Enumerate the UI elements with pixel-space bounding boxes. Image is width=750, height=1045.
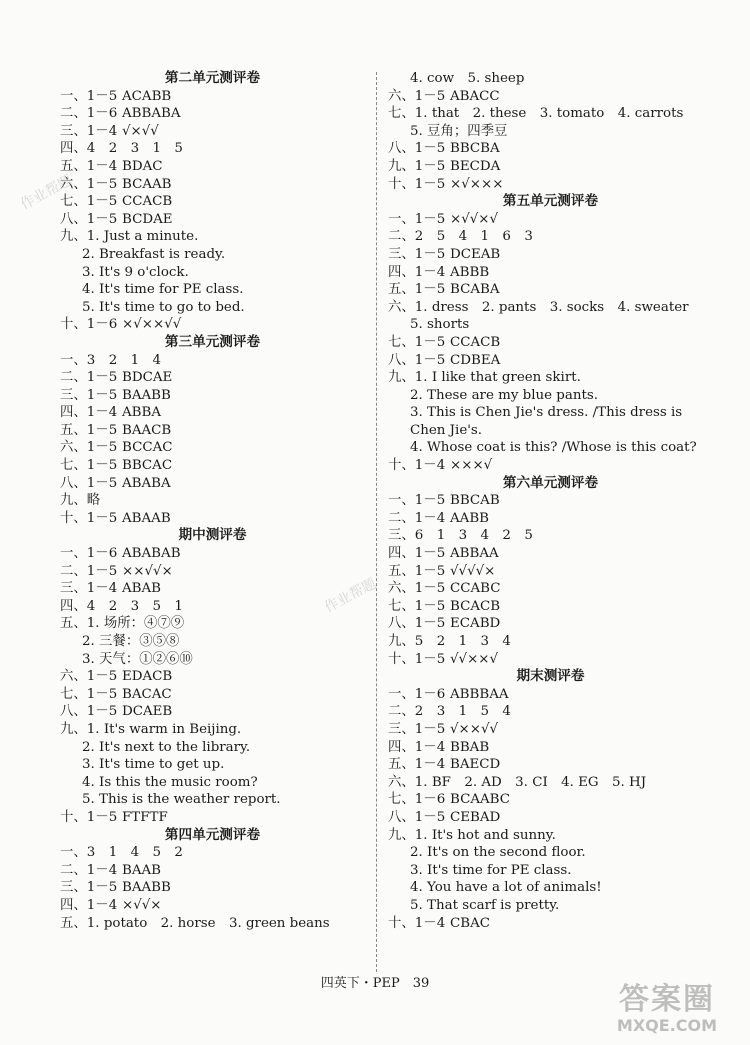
answer-continuation: 4. It's time for PE class. bbox=[82, 282, 244, 298]
answer-line bbox=[60, 193, 365, 211]
answer-line bbox=[388, 158, 713, 176]
answer-value: FTFTF bbox=[122, 809, 168, 825]
answer-line bbox=[388, 88, 713, 106]
section-heading: 第三单元测评卷 bbox=[164, 333, 261, 350]
answer-label: 五、1－4 bbox=[60, 158, 118, 174]
answer-line bbox=[388, 721, 713, 739]
answer-label: 一、1－6 bbox=[60, 546, 118, 562]
answer-continuation: 5. That scarf is pretty. bbox=[410, 897, 560, 913]
answer-continuation: 3. 天气：①②⑥⑩ bbox=[82, 651, 193, 667]
answer-value: ABBB bbox=[450, 264, 490, 280]
answer-line bbox=[60, 809, 365, 827]
right-column bbox=[388, 70, 713, 932]
answer-line bbox=[60, 439, 365, 457]
answer-label: 二、1－6 bbox=[60, 106, 118, 122]
answer-value: BAAB bbox=[122, 862, 162, 878]
answer-label: 二、2 5 4 1 6 3 bbox=[388, 229, 533, 245]
answer-label: 三、1－5 bbox=[388, 721, 446, 737]
answer-line bbox=[388, 510, 713, 528]
answer-line bbox=[60, 387, 365, 405]
answer-value: ABABA bbox=[122, 475, 171, 491]
answer-label: 二、1－5 bbox=[60, 370, 118, 386]
answer-label: 三、6 1 3 4 2 5 bbox=[388, 528, 533, 544]
answer-value: ×√√×√ bbox=[450, 211, 499, 227]
answer-line bbox=[60, 369, 365, 387]
answer-line bbox=[60, 475, 365, 493]
answer-label: 八、1－5 bbox=[388, 616, 446, 632]
answer-continuation: 5. 豆角；四季豆 bbox=[410, 123, 508, 139]
answer-label: 七、1－5 bbox=[60, 686, 118, 702]
answer-continuation: 2. Breakfast is ready. bbox=[82, 246, 226, 262]
answer-label: 十、1－5 bbox=[388, 176, 446, 192]
answer-label: 三、1－5 bbox=[388, 246, 446, 262]
answer-line bbox=[60, 123, 365, 141]
section-heading: 第六单元测评卷 bbox=[502, 474, 599, 491]
answer-line bbox=[60, 140, 365, 158]
answer-line bbox=[388, 915, 713, 933]
answer-label: 六、1－5 bbox=[60, 669, 118, 685]
answer-value: CEBAD bbox=[450, 809, 501, 825]
corner-logo-url: MXQE.COM bbox=[616, 1016, 718, 1035]
answer-label: 五、1. potato 2. horse 3. green beans bbox=[60, 915, 330, 931]
answer-label: 四、4 2 3 1 5 bbox=[60, 141, 183, 157]
answer-value: AABB bbox=[450, 510, 490, 526]
answer-label: 九、略 bbox=[60, 493, 101, 509]
answer-line bbox=[388, 686, 713, 704]
answer-line bbox=[388, 176, 713, 194]
answer-line bbox=[388, 334, 713, 352]
answer-label: 六、1－5 bbox=[388, 88, 446, 104]
answer-value: BBCAB bbox=[450, 493, 500, 509]
answer-value: CCACB bbox=[450, 334, 501, 350]
answer-value: ××√√× bbox=[122, 563, 173, 579]
answer-value: ABACC bbox=[450, 88, 500, 104]
answer-label: 十、1－5 bbox=[60, 510, 118, 526]
answer-value: BDCAE bbox=[122, 370, 173, 386]
answer-continuation: 2. It's next to the library. bbox=[82, 739, 251, 755]
answer-value: BAACB bbox=[122, 422, 172, 438]
answer-line bbox=[60, 563, 365, 581]
answer-value: √××√√ bbox=[450, 721, 499, 737]
answer-label: 九、1. I like that green skirt. bbox=[388, 370, 581, 386]
answer-label: 四、1－5 bbox=[388, 546, 446, 562]
section-heading: 第五单元测评卷 bbox=[502, 193, 599, 210]
answer-label: 一、1－5 bbox=[60, 88, 118, 104]
answer-value: BCACB bbox=[450, 598, 501, 614]
answer-value: BBCAC bbox=[122, 458, 173, 474]
answer-line bbox=[60, 316, 365, 334]
answer-value: √√××√ bbox=[450, 651, 499, 667]
answer-label: 九、1－5 bbox=[388, 158, 446, 174]
answer-label: 六、1－5 bbox=[388, 581, 446, 597]
answer-line bbox=[388, 264, 713, 282]
answer-label: 三、1－5 bbox=[60, 880, 118, 896]
answer-line bbox=[60, 862, 365, 880]
answer-line bbox=[388, 369, 713, 387]
answer-value: ×√√× bbox=[122, 897, 162, 913]
answer-line bbox=[388, 228, 713, 246]
section-heading: 第二单元测评卷 bbox=[164, 70, 261, 86]
answer-value: ×√××× bbox=[450, 176, 504, 192]
corner-logo bbox=[592, 982, 742, 1040]
answer-label: 九、1. It's hot and sunny. bbox=[388, 827, 556, 843]
answer-label: 八、1－5 bbox=[60, 211, 118, 227]
answer-value: DCAEB bbox=[122, 704, 173, 720]
answer-line bbox=[388, 756, 713, 774]
answer-label: 六、1. dress 2. pants 3. socks 4. sweater bbox=[388, 299, 689, 315]
answer-line bbox=[388, 651, 713, 669]
answer-label: 五、1－5 bbox=[388, 563, 446, 579]
answer-line bbox=[388, 633, 713, 651]
answer-value: CCACB bbox=[122, 194, 173, 210]
answer-line bbox=[388, 492, 713, 510]
answer-label: 一、1－6 bbox=[388, 686, 446, 702]
answer-label: 四、1－4 bbox=[388, 739, 446, 755]
answer-line bbox=[60, 915, 365, 933]
answer-label: 三、1－4 bbox=[60, 581, 118, 597]
answer-label: 八、1－5 bbox=[388, 352, 446, 368]
answer-value: BECDA bbox=[450, 158, 501, 174]
answer-line bbox=[388, 105, 713, 123]
answer-value: ABAAB bbox=[122, 510, 171, 526]
answer-label: 一、3 2 1 4 bbox=[60, 352, 162, 368]
answer-label: 七、1－5 bbox=[60, 458, 118, 474]
answer-line bbox=[60, 598, 365, 616]
answer-label: 七、1－5 bbox=[388, 598, 446, 614]
answer-label: 四、1－4 bbox=[388, 264, 446, 280]
answer-line bbox=[388, 809, 713, 827]
answer-label: 一、3 1 4 5 2 bbox=[60, 845, 183, 861]
answer-value: √×√√ bbox=[122, 123, 159, 139]
answer-line bbox=[388, 563, 713, 581]
answer-label: 七、1. that 2. these 3. tomato 4. carrots bbox=[388, 106, 684, 122]
column-divider bbox=[376, 72, 377, 972]
answer-label: 九、5 2 1 3 4 bbox=[388, 634, 511, 649]
answer-line bbox=[388, 457, 713, 475]
answer-continuation: 4. cow 5. sheep bbox=[410, 71, 525, 86]
answer-continuation: 2. These are my blue pants. bbox=[410, 387, 598, 403]
answer-line bbox=[388, 598, 713, 616]
answer-value: ABBA bbox=[122, 405, 162, 421]
answer-line bbox=[60, 352, 365, 370]
answer-line bbox=[388, 281, 713, 299]
watermark-middle: 作业帮题 bbox=[321, 575, 379, 617]
answer-label: 五、1－5 bbox=[388, 282, 446, 298]
answer-value: ×√××√√ bbox=[122, 317, 182, 333]
answer-line bbox=[388, 299, 713, 317]
answer-line bbox=[60, 228, 365, 246]
answer-label: 九、1. Just a minute. bbox=[60, 229, 199, 245]
answer-line bbox=[60, 176, 365, 194]
answer-value: BBCBA bbox=[450, 141, 500, 157]
answer-label: 二、2 3 1 5 4 bbox=[388, 704, 511, 720]
answer-label: 三、1－5 bbox=[60, 387, 118, 403]
answer-line bbox=[60, 615, 365, 633]
answer-value: ABBABA bbox=[122, 106, 181, 122]
answer-line bbox=[388, 703, 713, 721]
answer-label: 八、1－5 bbox=[388, 809, 446, 825]
answer-label: 二、1－4 bbox=[60, 862, 118, 878]
answer-label: 七、1－5 bbox=[60, 194, 118, 210]
answer-label: 十、1－5 bbox=[60, 809, 118, 825]
answer-line bbox=[60, 545, 365, 563]
answer-continuation: 2. It's on the second floor. bbox=[410, 845, 586, 861]
answer-line bbox=[60, 721, 365, 739]
answer-value: √√√√× bbox=[450, 563, 496, 579]
answer-line bbox=[388, 211, 713, 229]
answer-value: ABBBAA bbox=[450, 686, 509, 702]
answer-value: BAABB bbox=[122, 880, 171, 896]
answer-line bbox=[388, 352, 713, 370]
answer-line bbox=[388, 739, 713, 757]
answer-value: CDBEA bbox=[450, 352, 501, 368]
answer-label: 八、1－5 bbox=[60, 704, 118, 720]
answer-continuation: 3. It's time to get up. bbox=[82, 757, 225, 773]
answer-line bbox=[388, 246, 713, 264]
watermark-left: 作业帮题 bbox=[17, 172, 75, 214]
answer-continuation: 3. This is Chen Jie's dress. /This dress is bbox=[410, 405, 683, 421]
answer-line bbox=[60, 844, 365, 862]
answer-continuation: 3. It's time for PE class. bbox=[410, 862, 572, 878]
answer-line bbox=[60, 668, 365, 686]
answer-continuation: 4. Is this the music room? bbox=[82, 774, 258, 790]
answer-label: 十、1－5 bbox=[388, 651, 446, 667]
answer-label: 五、1. 场所：④⑦⑨ bbox=[60, 616, 185, 632]
answer-line bbox=[60, 211, 365, 229]
answer-continuation: 5. shorts bbox=[410, 317, 470, 333]
section-heading: 期末测评卷 bbox=[516, 668, 585, 685]
answer-line bbox=[60, 897, 365, 915]
answer-value: BDAC bbox=[122, 158, 163, 174]
answer-label: 八、1－5 bbox=[60, 475, 118, 491]
answer-label: 五、1－4 bbox=[388, 757, 446, 773]
answer-line bbox=[388, 791, 713, 809]
answer-label: 二、1－4 bbox=[388, 510, 446, 526]
answer-value: BCCAC bbox=[122, 440, 173, 456]
answer-label: 四、1－4 bbox=[60, 897, 118, 913]
answer-line bbox=[388, 615, 713, 633]
answer-line bbox=[60, 492, 365, 510]
answer-label: 二、1－5 bbox=[60, 563, 118, 579]
answer-line bbox=[60, 510, 365, 528]
answer-line bbox=[388, 140, 713, 158]
answer-line bbox=[60, 879, 365, 897]
answer-label: 三、1－4 bbox=[60, 123, 118, 139]
answer-label: 八、1－5 bbox=[388, 141, 446, 157]
answer-label: 四、4 2 3 5 1 bbox=[60, 598, 183, 614]
answer-label: 十、1－4 bbox=[388, 458, 446, 474]
answer-continuation: 5. It's time to go to bed. bbox=[82, 299, 245, 315]
answer-value: ECABD bbox=[450, 616, 501, 632]
answer-value: ABABAB bbox=[122, 546, 181, 562]
answer-value: ×××√ bbox=[450, 458, 493, 474]
answer-value: BBAB bbox=[450, 739, 490, 755]
answer-label: 五、1－5 bbox=[60, 422, 118, 438]
answer-line bbox=[60, 105, 365, 123]
answer-line bbox=[388, 527, 713, 545]
answer-label: 九、1. It's warm in Beijing. bbox=[60, 721, 242, 737]
answer-value: BCAABC bbox=[450, 792, 511, 808]
answer-line bbox=[60, 703, 365, 721]
answer-value: BCABA bbox=[450, 282, 500, 298]
page-footer: 四英下・PEP 39 bbox=[320, 976, 430, 991]
answer-continuation: 4. You have a lot of animals! bbox=[410, 880, 602, 896]
answer-value: BCAAB bbox=[122, 176, 172, 192]
answer-continuation: 5. This is the weather report. bbox=[82, 792, 281, 808]
answer-label: 一、1－5 bbox=[388, 493, 446, 509]
answer-value: BACAC bbox=[122, 686, 172, 702]
answer-line bbox=[388, 580, 713, 598]
answer-value: BCDAE bbox=[122, 211, 173, 227]
answer-value: BAABB bbox=[122, 387, 171, 403]
answer-line bbox=[60, 686, 365, 704]
answer-continuation: 2. 三餐：③⑤⑧ bbox=[82, 634, 180, 649]
answer-value: BAECD bbox=[450, 757, 501, 773]
answer-continuation: 3. It's 9 o'clock. bbox=[82, 264, 189, 280]
answer-value: ACABB bbox=[122, 88, 172, 104]
left-column bbox=[60, 70, 365, 932]
answer-line bbox=[388, 774, 713, 792]
answer-label: 七、1－6 bbox=[388, 792, 446, 808]
answer-line bbox=[388, 827, 713, 845]
answer-value: ABBAA bbox=[450, 546, 499, 562]
answer-label: 十、1－4 bbox=[388, 915, 446, 931]
answer-line bbox=[388, 545, 713, 563]
answer-line bbox=[60, 580, 365, 598]
answer-continuation: Chen Jie's. bbox=[410, 422, 483, 438]
answer-value: CBAC bbox=[450, 915, 491, 931]
answer-label: 六、1－5 bbox=[60, 176, 118, 192]
answer-line bbox=[60, 88, 365, 106]
answer-value: ABAB bbox=[122, 581, 162, 597]
corner-logo-title: 答案圈 bbox=[619, 982, 715, 1017]
answer-label: 六、1－5 bbox=[60, 440, 118, 456]
answer-value: DCEAB bbox=[450, 246, 501, 262]
answer-label: 十、1－6 bbox=[60, 317, 118, 333]
answer-label: 六、1. BF 2. AD 3. CI 4. EG 5. HJ bbox=[388, 774, 647, 790]
section-heading: 第四单元测评卷 bbox=[164, 826, 261, 843]
answer-line bbox=[60, 422, 365, 440]
answer-label: 一、1－5 bbox=[388, 211, 446, 227]
answer-value: CCABC bbox=[450, 581, 501, 597]
answer-line bbox=[60, 404, 365, 422]
answer-label: 四、1－4 bbox=[60, 405, 118, 421]
section-heading: 期中测评卷 bbox=[178, 527, 247, 544]
answer-line bbox=[60, 457, 365, 475]
answer-label: 七、1－5 bbox=[388, 334, 446, 350]
answer-continuation: 4. Whose coat is this? /Whose is this coat? bbox=[410, 440, 697, 456]
answer-value: EDACB bbox=[122, 669, 173, 685]
answer-line bbox=[60, 158, 365, 176]
